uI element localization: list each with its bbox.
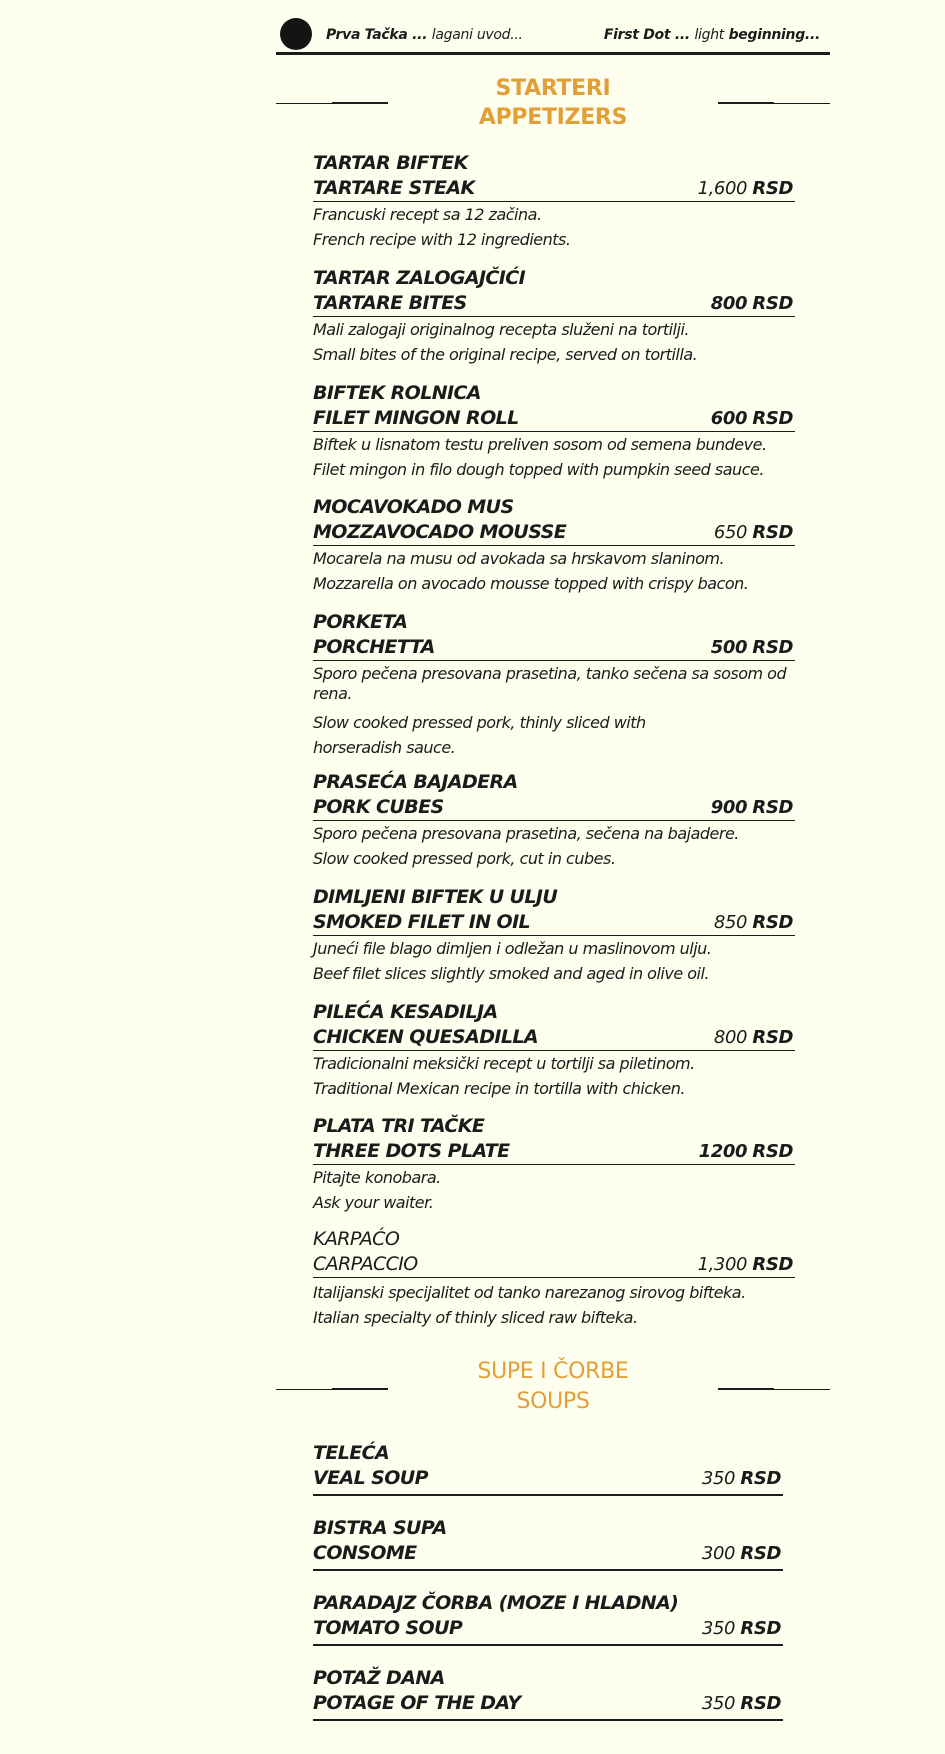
item-desc-local: Sporo pečena presovana prasetina, tanko sečena sa sosom od rena.	[313, 664, 787, 703]
item-name-local: PLATA TRI TAČKE	[313, 1115, 485, 1137]
item-name-local: BISTRA SUPA	[313, 1517, 447, 1539]
item-price	[711, 635, 793, 660]
item-price	[711, 406, 793, 431]
item-desc-en: Filet mingon in filo dough topped with pumpkin seed sauce.	[313, 460, 764, 479]
item-desc-en: Traditional Mexican recipe in tortilla with chicken.	[313, 1079, 685, 1098]
item-name-local: PARADAJZ ČORBA (MOZE I HLADNA)	[313, 1592, 679, 1614]
item-name-en: SMOKED FILET IN OIL	[313, 911, 531, 933]
item-name-en: FILET MINGON ROLL	[313, 407, 519, 429]
item-price	[714, 520, 793, 545]
price-amount: 600	[710, 408, 748, 429]
item-desc-local: Juneći file blago dimljen i odležan u maslinovom ulju.	[313, 939, 712, 958]
price-amount: 650	[713, 522, 748, 543]
item-name-local: PORKETA	[313, 611, 408, 633]
price-currency: RSD	[752, 797, 793, 818]
dot-logo-icon	[280, 18, 312, 50]
item-name-local: TELEĆA	[313, 1442, 390, 1464]
item-desc-en: Beef filet slices slightly smoked and aged in olive oil.	[313, 964, 710, 983]
item-desc-local: Pitajte konobara.	[313, 1168, 441, 1187]
menu-item	[313, 266, 795, 367]
item-desc-local: Mali zalogaji originalnog recepta služeni na tortilji.	[313, 320, 689, 339]
price-currency: RSD	[740, 1618, 781, 1639]
item-name-en: TOMATO SOUP	[313, 1617, 463, 1639]
price-currency: RSD	[752, 637, 793, 658]
menu-item	[313, 1114, 795, 1215]
item-name-en: TARTARE STEAK	[313, 177, 475, 199]
item-name-en: TARTARE BITES	[313, 292, 467, 314]
item-name-en: THREE DOTS PLATE	[313, 1140, 510, 1162]
soup-item	[313, 1441, 783, 1496]
item-name-local: MOCAVOKADO MUS	[313, 496, 514, 518]
price-currency: RSD	[740, 1468, 781, 1489]
item-desc-en: Italian specialty of thinly sliced raw bifteka.	[313, 1308, 638, 1327]
item-name-en: CARPACCIO	[313, 1253, 418, 1275]
item-name-en: POTAGE OF THE DAY	[313, 1692, 521, 1714]
section-title-en: APPETIZERS	[478, 105, 628, 130]
price-amount: 1,300	[697, 1254, 748, 1275]
menu-item	[313, 1227, 795, 1330]
item-name-en: CONSOME	[313, 1542, 417, 1564]
section-heading-soups	[276, 1357, 830, 1419]
item-name-local: BIFTEK ROLNICA	[313, 382, 481, 404]
item-price	[711, 291, 793, 316]
item-price	[714, 910, 793, 935]
price-currency: RSD	[752, 1027, 793, 1048]
price-currency: RSD	[752, 408, 793, 429]
price-amount: 800	[713, 1027, 748, 1048]
item-name-local: KARPAĆO	[313, 1228, 400, 1250]
section-title-local: STARTERI	[495, 76, 611, 101]
price-currency: RSD	[752, 178, 793, 199]
item-name-en: PORCHETTA	[313, 636, 435, 658]
price-currency: RSD	[752, 1254, 793, 1275]
item-price	[714, 1025, 793, 1050]
price-amount: 800	[710, 293, 748, 314]
item-price	[698, 176, 793, 201]
price-amount: 300	[701, 1543, 736, 1564]
menu-item	[313, 151, 795, 252]
price-amount: 850	[713, 912, 748, 933]
item-name-local: DIMLJENI BIFTEK U ULJU	[313, 886, 558, 908]
header-right-tagline: beginning...	[724, 27, 820, 43]
menu-item	[313, 495, 795, 596]
item-desc-en: Ask your waiter.	[313, 1193, 434, 1212]
price-amount: 900	[710, 797, 748, 818]
item-desc-local: Mocarela na musu od avokada sa hrskavom slaninom.	[313, 549, 725, 568]
price-currency: RSD	[752, 912, 793, 933]
header-left-sep: ...	[407, 27, 432, 43]
item-name-local: PILEĆA KESADILJA	[313, 1001, 498, 1023]
item-price	[699, 1139, 793, 1164]
price-currency: RSD	[740, 1543, 781, 1564]
item-name-local: TARTAR BIFTEK	[313, 152, 468, 174]
item-price	[711, 795, 793, 820]
header-right-light: light	[694, 27, 724, 43]
item-desc-local: Sporo pečena presovana prasetina, sečena na bajadere.	[313, 824, 739, 843]
item-name-local: PRASEĆA BAJADERA	[313, 771, 518, 793]
section-title-en: SOUPS	[516, 1389, 590, 1414]
menu-item	[313, 770, 795, 871]
item-desc-en: Mozzarella on avocado mousse topped with crispy bacon.	[313, 574, 749, 593]
item-name-local: TARTAR ZALOGAJČIĆI	[313, 267, 526, 289]
item-name-en: VEAL SOUP	[313, 1467, 428, 1489]
price-amount: 350	[701, 1468, 736, 1489]
menu-item	[313, 885, 795, 986]
item-name-local: POTAŽ DANA	[313, 1667, 445, 1689]
soup-item	[313, 1666, 783, 1721]
item-desc-local: Italijanski specijalitet od tanko narezanog sirovog bifteka.	[313, 1283, 746, 1302]
section-heading-appetizers	[276, 72, 830, 134]
item-price	[702, 1616, 781, 1641]
section-title-local: SUPE I ČORBE	[477, 1359, 629, 1384]
header-right-text	[604, 27, 820, 43]
price-amount: 350	[701, 1618, 736, 1639]
header-right-brand: First Dot	[603, 27, 671, 43]
item-desc-en: Slow cooked pressed pork, thinly sliced with horseradish sauce.	[313, 713, 646, 757]
menu-item	[313, 1000, 795, 1101]
item-price	[698, 1252, 793, 1277]
price-currency: RSD	[752, 1141, 793, 1162]
item-desc-local: Tradicionalni meksički recept u tortilji sa piletinom.	[313, 1054, 695, 1073]
soup-item	[313, 1591, 783, 1646]
price-currency: RSD	[752, 522, 793, 543]
price-currency: RSD	[752, 293, 793, 314]
item-desc-local: Francuski recept sa 12 začina.	[313, 205, 542, 224]
price-currency: RSD	[740, 1693, 781, 1714]
header-right-sep: ...	[670, 27, 695, 43]
item-desc-en: Small bites of the original recipe, served on tortilla.	[313, 345, 698, 364]
item-price	[702, 1691, 781, 1716]
item-desc-local: Biftek u lisnatom testu preliven sosom od semena bundeve.	[313, 435, 767, 454]
price-amount: 1200	[698, 1141, 748, 1162]
page-header	[276, 16, 830, 56]
item-desc-en: French recipe with 12 ingredients.	[313, 230, 571, 249]
item-name-en: CHICKEN QUESADILLA	[313, 1026, 538, 1048]
price-amount: 500	[710, 637, 748, 658]
header-rule	[276, 52, 830, 55]
item-price	[702, 1466, 781, 1491]
price-amount: 350	[701, 1693, 736, 1714]
soup-item	[313, 1516, 783, 1571]
price-amount: 1,600	[697, 178, 748, 199]
item-name-en: PORK CUBES	[313, 796, 444, 818]
header-left-brand: Prva Tačka	[326, 27, 408, 43]
item-desc-en: Slow cooked pressed pork, cut in cubes.	[313, 849, 616, 868]
menu-item	[313, 610, 795, 760]
item-name-en: MOZZAVOCADO MOUSSE	[313, 521, 567, 543]
menu-item	[313, 381, 795, 482]
header-left-tagline: lagani uvod...	[431, 27, 523, 43]
item-price	[702, 1541, 781, 1566]
header-left-text	[326, 27, 523, 43]
